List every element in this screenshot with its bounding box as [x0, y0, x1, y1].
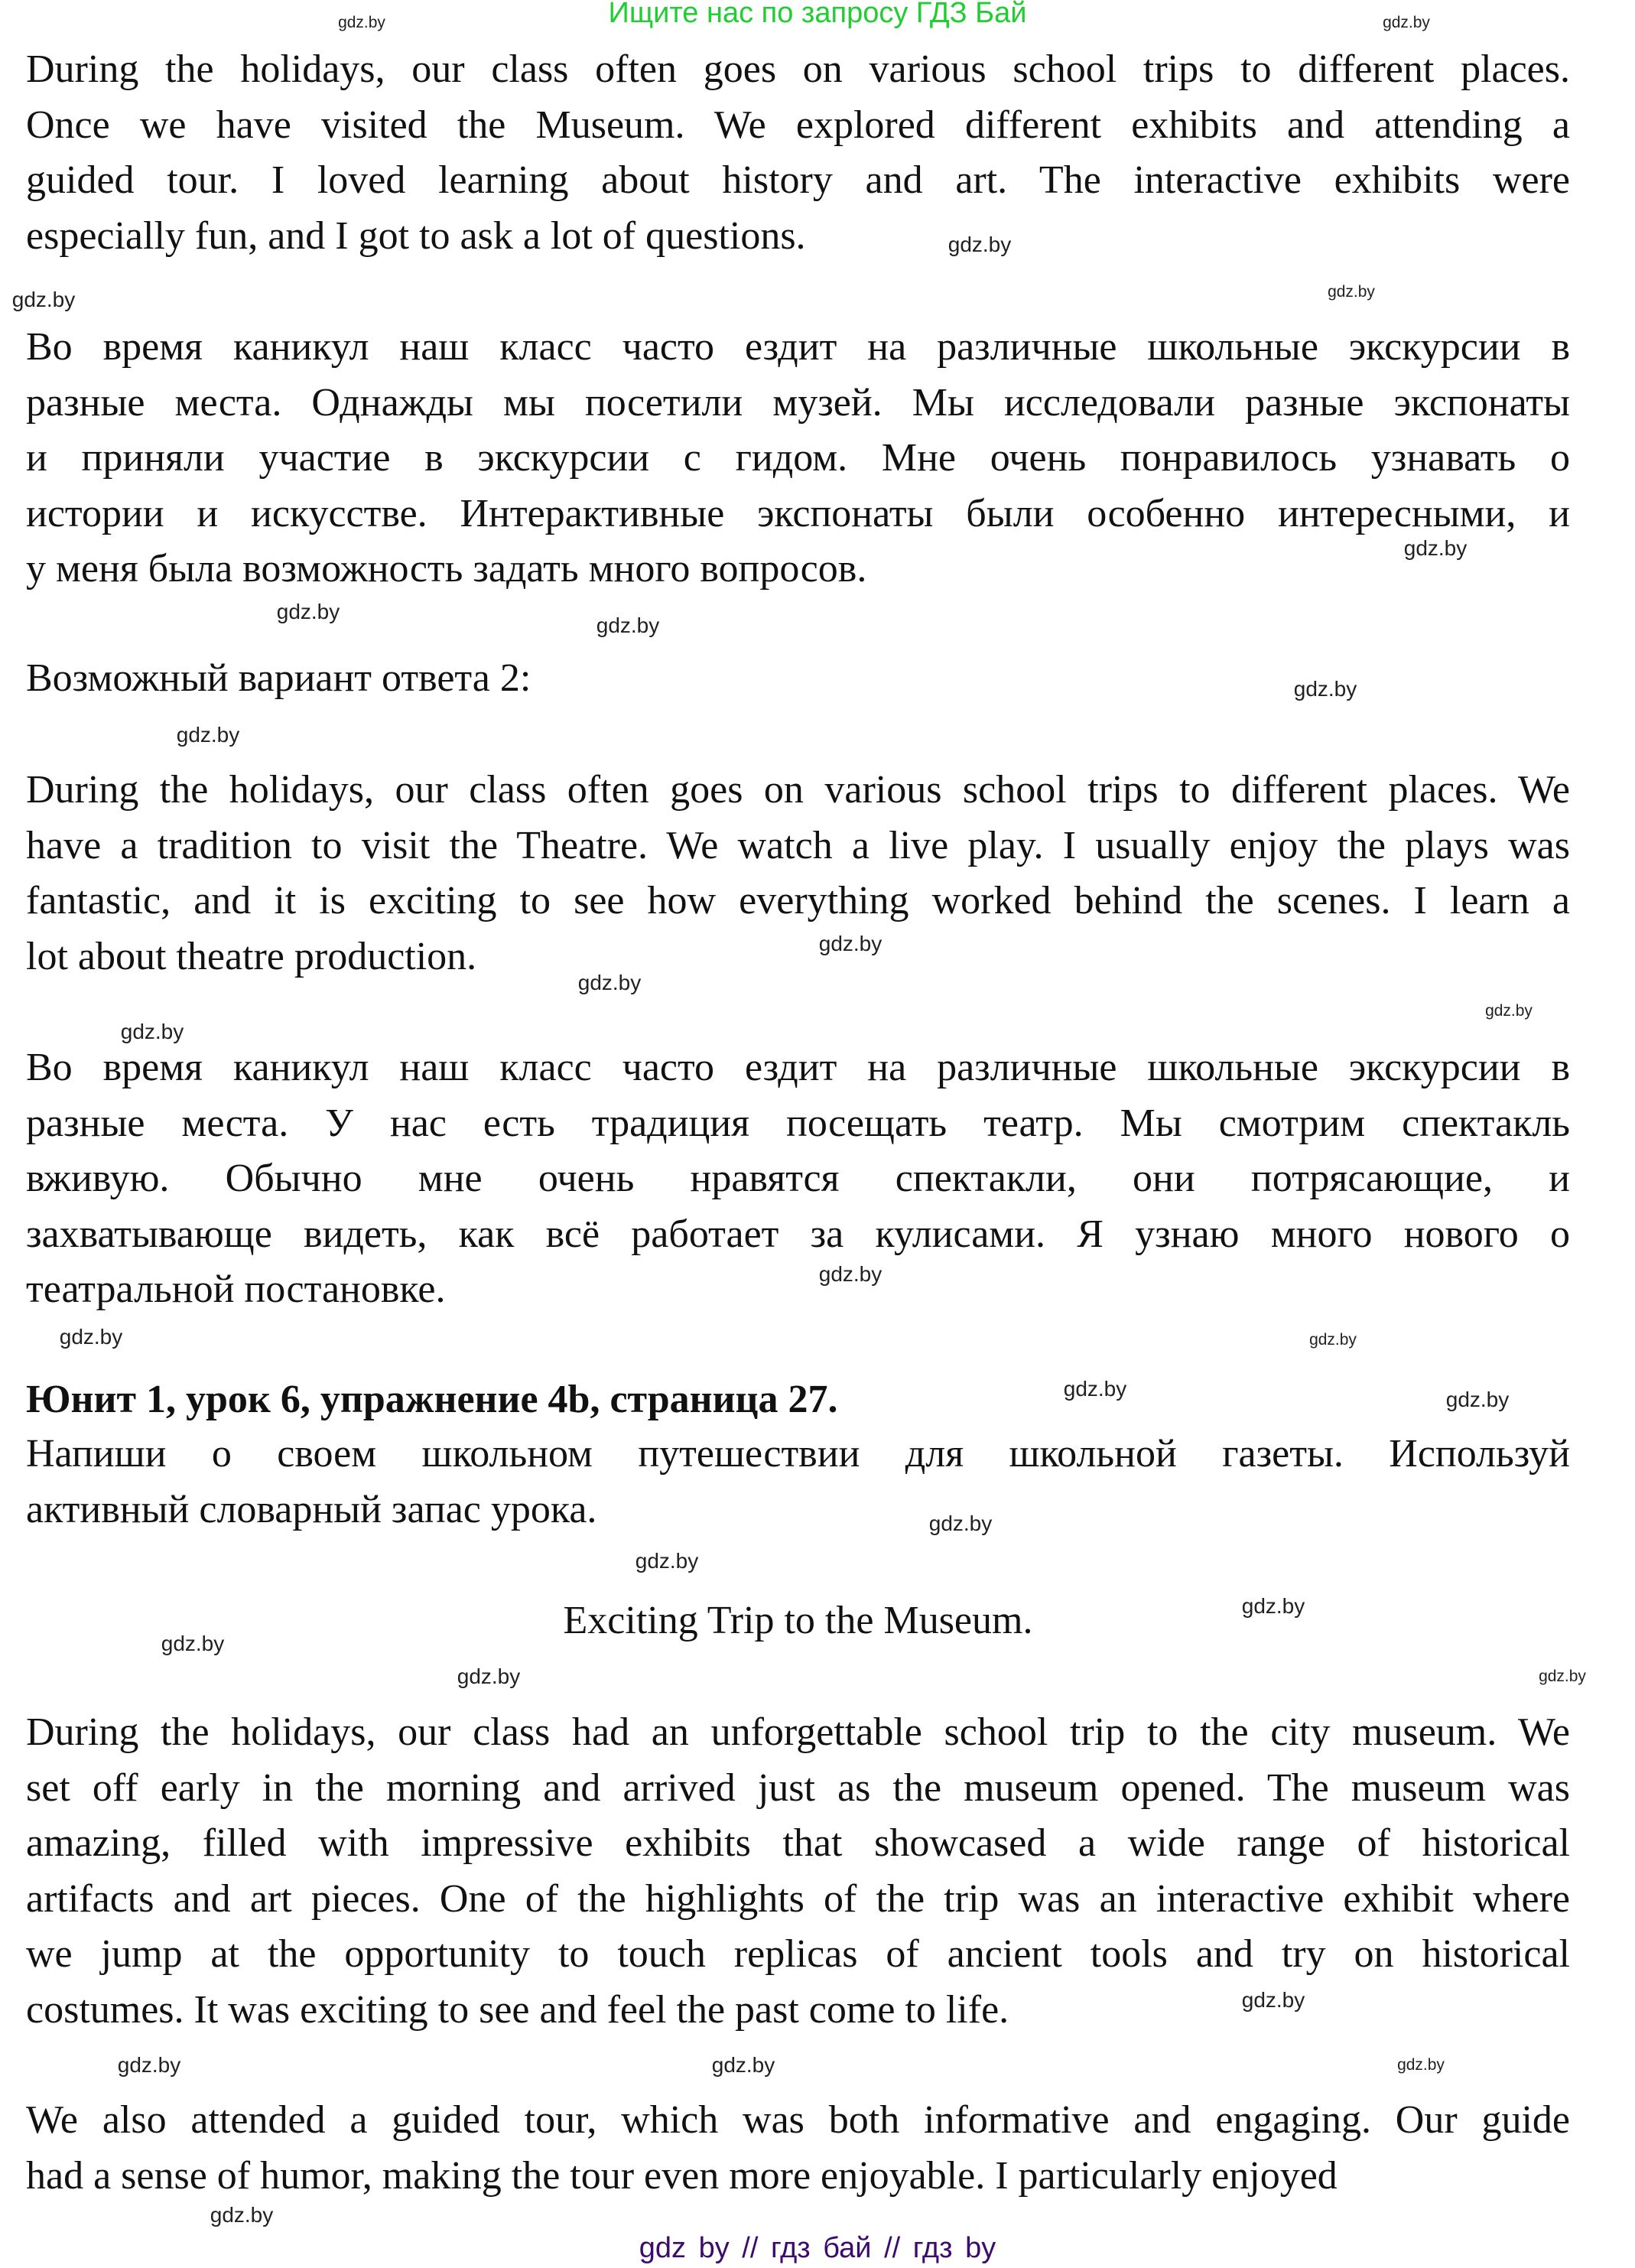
text-line: guided tour. I loved learning about history and art. The interactive exhibits were	[26, 158, 1570, 202]
watermark: gdz.by	[1241, 1988, 1305, 2012]
watermark: gdz.by	[338, 14, 385, 31]
text-line: fantastic, and it is exciting to see how everything worked behind the scenes. I learn a	[26, 879, 1570, 922]
text-line: costumes. It was exciting to see and feel the past come to life.	[26, 1987, 1009, 2032]
text-line: artifacts and art pieces. One of the highlights of the trip was an interactive exhibit where	[26, 1876, 1570, 1921]
watermark: gdz.by	[276, 600, 340, 623]
text-line: вживую. Обычно мне очень нравятся спектакли, они потрясающие, и	[26, 1157, 1570, 1200]
text-line: Юнит 1, урок 6, упражнение 4b, страница 27.	[26, 1378, 838, 1421]
watermark: gdz.by	[1293, 677, 1357, 701]
watermark: gdz.by	[635, 1549, 699, 1573]
watermark: gdz.by	[1383, 14, 1430, 31]
watermark: gdz.by	[161, 1632, 225, 1655]
watermark: gdz.by	[117, 2053, 181, 2077]
answer1-russian-paragraph	[26, 320, 1570, 597]
text-line: истории и искусстве. Интерактивные экспонаты были особенно интересными, и	[26, 491, 1570, 535]
watermark: gdz.by	[1445, 1388, 1510, 1411]
task-paragraph	[26, 1427, 1570, 1537]
watermark: gdz.by	[577, 971, 642, 994]
search-banner: Ищите нас по запросу ГДЗ Бай	[608, 0, 1027, 29]
watermark: gdz.by	[948, 233, 1012, 256]
text-line: Во время каникул наш класс часто ездит на различные школьные экскурсии в	[26, 1046, 1570, 1089]
text-line: We also attended a guided tour, which was both informative and engaging. Our guide	[26, 2098, 1570, 2142]
text-line: Once we have visited the Museum. We explored different exhibits and attending a	[26, 102, 1570, 147]
essay-paragraph-1	[26, 1705, 1570, 2038]
text-line: Напиши о своем школьном путешествии для школьной газеты. Используй	[26, 1432, 1570, 1476]
watermark: gdz.by	[1241, 1594, 1305, 1618]
text-line: захватывающе видеть, как всё работает за кулисами. Я узнаю много нового о	[26, 1212, 1570, 1256]
text-line: During the holidays, our class often goes on various school trips to different places.	[26, 47, 1570, 91]
watermark: gdz.by	[1485, 1002, 1533, 1020]
text-line: have a tradition to visit the Theatre. We watch a live play. I usually enjoy the plays was	[26, 823, 1570, 867]
text-line: и приняли участие в экскурсии с гидом. Мне очень понравилось узнавать о	[26, 436, 1570, 480]
answer1-english-paragraph	[26, 42, 1570, 264]
watermark: gdz.by	[818, 1262, 883, 1286]
text-line: Во время каникул наш класс часто ездит на различные школьные экскурсии в	[26, 325, 1570, 369]
watermark: gdz.by	[11, 288, 76, 311]
text-line: had a sense of humor, making the tour even more enjoyable. I particularly enjoyed	[26, 2153, 1338, 2198]
watermark: gdz.by	[1403, 536, 1468, 560]
exercise-heading	[26, 1372, 1570, 1428]
watermark: gdz.by	[711, 2053, 775, 2077]
footer-banner: gdz by // гдз бай // гдз by	[639, 2232, 996, 2264]
watermark: gdz.by	[928, 1511, 993, 1535]
watermark: gdz.by	[1328, 283, 1375, 301]
answer2-russian-paragraph	[26, 1040, 1570, 1318]
watermark: gdz.by	[596, 613, 660, 637]
watermark: gdz.by	[457, 1664, 521, 1688]
watermark: gdz.by	[1539, 1668, 1586, 1685]
text-line: разные места. Однажды мы посетили музей. Мы исследовали разные экспонаты	[26, 380, 1570, 425]
text-line: разные места. У нас есть традиция посещать театр. Мы смотрим спектакль	[26, 1101, 1570, 1145]
watermark: gdz.by	[120, 1020, 184, 1043]
answer2-english-paragraph	[26, 763, 1570, 984]
text-line: amazing, filled with impressive exhibits that showcased a wide range of historical	[26, 1821, 1570, 1865]
text-line: активный словарный запас урока.	[26, 1487, 597, 1531]
text-line: lot about theatre production.	[26, 934, 477, 978]
watermark: gdz.by	[176, 723, 240, 747]
watermark: gdz.by	[59, 1325, 123, 1349]
text-line: set off early in the morning and arrived just as the museum opened. The museum was	[26, 1765, 1570, 1810]
watermark: gdz.by	[1063, 1377, 1127, 1401]
text-line: Возможный вариант ответа 2:	[26, 656, 531, 700]
text-line: especially fun, and I got to ask a lot of questions.	[26, 213, 806, 258]
text-line: During the holidays, our class often goes on various school trips to different places. We	[26, 768, 1570, 812]
essay-paragraph-2	[26, 2093, 1570, 2204]
text-line: During the holidays, our class had an unforgettable school trip to the city museum. We	[26, 1710, 1570, 1754]
watermark: gdz.by	[210, 2203, 274, 2227]
essay-title	[26, 1593, 1570, 1649]
watermark: gdz.by	[818, 932, 883, 955]
watermark: gdz.by	[1397, 2056, 1445, 2074]
text-line: у меня была возможность задать много вопросов.	[26, 547, 867, 591]
text-line: we jump at the opportunity to touch replicas of ancient tools and try on historical	[26, 1932, 1570, 1976]
watermark: gdz.by	[1309, 1331, 1357, 1349]
text-line: Exciting Trip to the Museum.	[563, 1599, 1033, 1642]
text-line: театральной постановке.	[26, 1267, 446, 1311]
